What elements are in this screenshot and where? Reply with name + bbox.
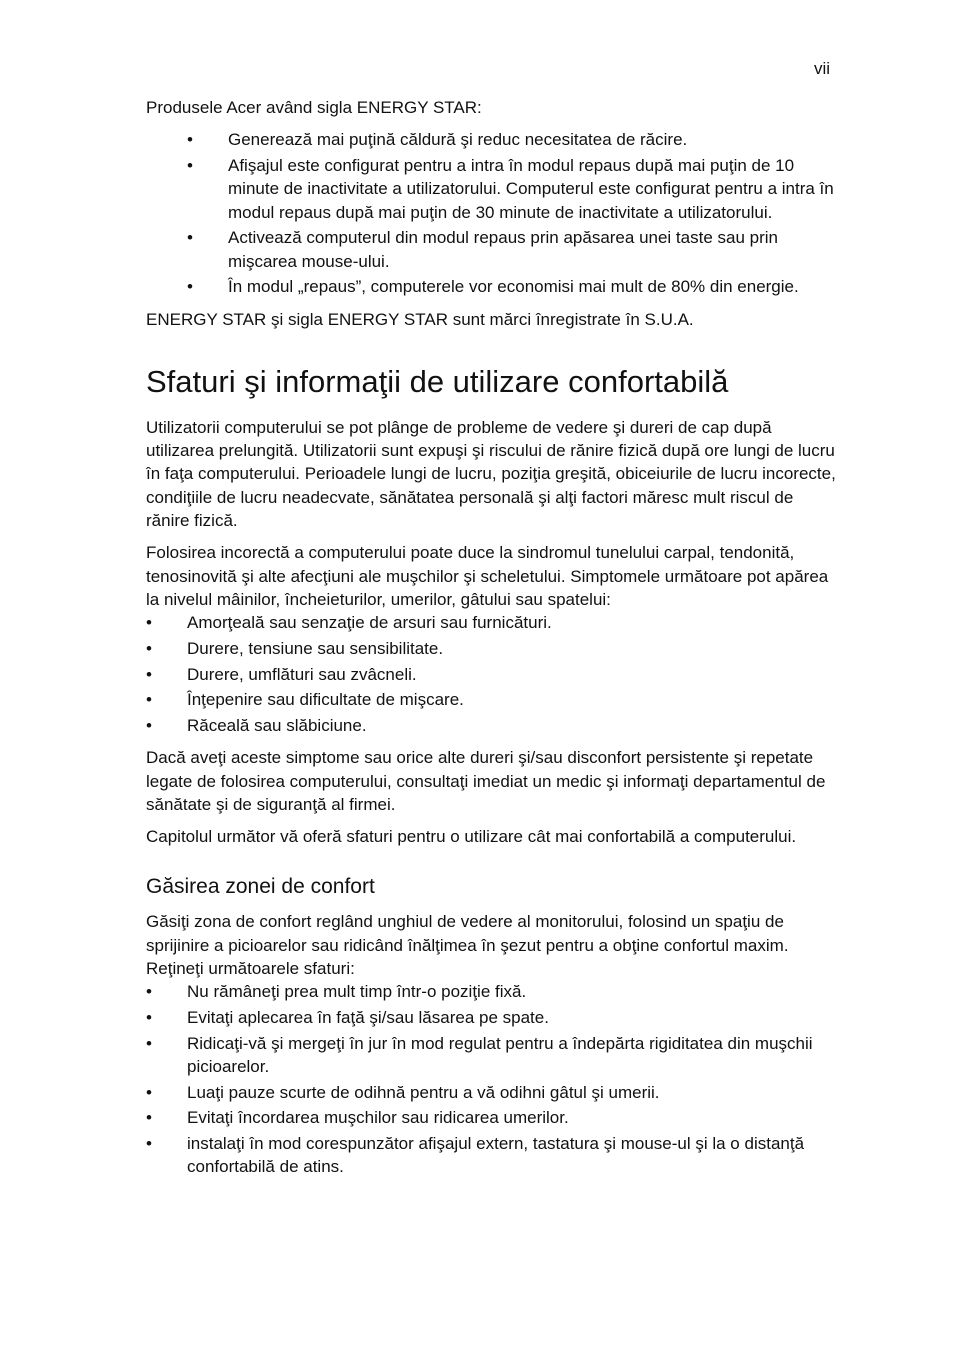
list-item: [146, 688, 836, 711]
bullet-icon: •: [146, 690, 152, 710]
list-item-text: Activează computerul din modul repaus prin apăsarea unei taste sau prin mişcarea mouse-ului.: [228, 228, 778, 271]
list-item-text: Nu rămâneţi prea mult timp într-o poziţie fixă.: [187, 982, 527, 1002]
list-item-text: Ridicaţi-vă şi mergeţi în jur în mod regulat pentru a îndepărta rigiditatea din muşchii picioarelor.: [187, 1033, 813, 1077]
paragraph: Găsiţi zona de confort reglând unghiul de vedere al monitorului, folosind un spaţiu de sprijinire a picioarelor sau ridicând înălţimea în şezut pentru a obţine confortul maxim. Reţineţi următoarele sfaturi:: [146, 912, 789, 979]
bullet-icon: •: [187, 130, 193, 150]
list-item-text: Luaţi pauze scurte de odihnă pentru a vă odihni gâtul şi umerii.: [187, 1082, 660, 1102]
paragraph: Capitolul următor vă oferă sfaturi pentru o utilizare cât mai confortabilă a computerului.: [146, 827, 797, 847]
bullet-icon: •: [146, 1033, 152, 1053]
list-item: [146, 663, 836, 686]
paragraph: Dacă aveţi aceste simptome sau orice alte dureri şi/sau disconfort persistente şi repetate legate de folosirea computerului, consultaţi imediat un medic şi informaţi departamentul de sănătate şi de siguranţă al firmei.: [146, 748, 826, 814]
list-item-text: instalaţi în mod corespunzător afişajul extern, tastatura şi mouse-ul şi la o distanţă confortabilă de atins.: [187, 1134, 805, 1177]
list-item-text: Amorţeală sau senzaţie de arsuri sau furnicături.: [187, 613, 552, 633]
list-item-text: Durere, umflături sau zvâcneli.: [187, 664, 417, 684]
list-item: [146, 226, 836, 273]
list-item: [146, 714, 836, 737]
bullet-icon: •: [146, 1134, 152, 1154]
list-item: [146, 1081, 836, 1104]
tips-list: [146, 980, 836, 1178]
page-content: [146, 96, 836, 1188]
list-item: [146, 154, 836, 224]
symptoms-list: [146, 611, 836, 737]
bullet-icon: •: [146, 1008, 152, 1028]
subsection-heading: Găsirea zonei de confort: [146, 875, 375, 899]
energy-star-intro: Produsele Acer având sigla ENERGY STAR:: [146, 98, 482, 117]
list-item-text: Înţepenire sau dificultate de mişcare.: [187, 690, 464, 710]
list-item-text: Evitaţi încordarea muşchilor sau ridicarea umerilor.: [187, 1108, 569, 1128]
list-item-text: Răceală sau slăbiciune.: [187, 715, 367, 735]
paragraph: Folosirea incorectă a computerului poate duce la sindromul tunelului carpal, tendonită, tenosinovită şi alte afecţiuni ale muşchilor şi scheletului. Simptomele următoare pot apărea la nivelul mâinilor, încheieturilor, umerilor, gâtului sau spatelui:: [146, 543, 829, 609]
list-item: [146, 1106, 836, 1129]
list-item: [146, 1006, 836, 1029]
list-item: [146, 1032, 836, 1079]
bullet-icon: •: [146, 982, 152, 1002]
bullet-icon: •: [146, 664, 152, 684]
list-item: [146, 128, 836, 151]
list-item-text: Evitaţi aplecarea în faţă şi/sau lăsarea pe spate.: [187, 1008, 549, 1028]
energy-star-trademark: ENERGY STAR şi sigla ENERGY STAR sunt mărci înregistrate în S.U.A.: [146, 309, 694, 329]
bullet-icon: •: [146, 1108, 152, 1128]
list-item-text: Afişajul este configurat pentru a intra în modul repaus după mai puţin de 10 minute de inactivitate a utilizatorului. Computerul este configurat pentru a intra în modul repaus după mai puţin de 30 minute de inactivitate a utilizatorului.: [228, 155, 834, 222]
bullet-icon: •: [146, 1082, 152, 1102]
list-item: [146, 637, 836, 660]
list-item: [146, 275, 836, 298]
bullet-icon: •: [146, 715, 152, 735]
list-item-text: Durere, tensiune sau sensibilitate.: [187, 638, 444, 658]
section-heading: Sfaturi şi informaţii de utilizare confortabilă: [146, 363, 729, 399]
paragraph: Utilizatorii computerului se pot plânge de probleme de vedere şi dureri de cap după utilizarea prelungită. Utilizatorii sunt expuşi şi riscului de rănire fizică după ore lungi de lucru în faţa computerului. Perioadele lungi de lucru, poziţia greşită, obiceiurile de lucru incorecte, condiţiile de lucru neadecvate, sănătatea personală şi alţi factori măresc mult riscul de rănire fizică.: [146, 417, 836, 531]
bullet-icon: •: [187, 277, 193, 297]
list-item: [146, 980, 836, 1003]
bullet-icon: •: [187, 228, 193, 248]
bullet-icon: •: [146, 638, 152, 658]
list-item: [146, 611, 836, 634]
list-item-text: Generează mai puţină căldură şi reduc necesitatea de răcire.: [228, 130, 688, 150]
list-item-text: În modul „repaus”, computerele vor economisi mai mult de 80% din energie.: [228, 277, 799, 297]
energy-star-bullet-list: [146, 128, 836, 298]
bullet-icon: •: [187, 155, 193, 175]
bullet-icon: •: [146, 613, 152, 633]
list-item: [146, 1132, 836, 1179]
page-number: vii: [813, 59, 830, 78]
